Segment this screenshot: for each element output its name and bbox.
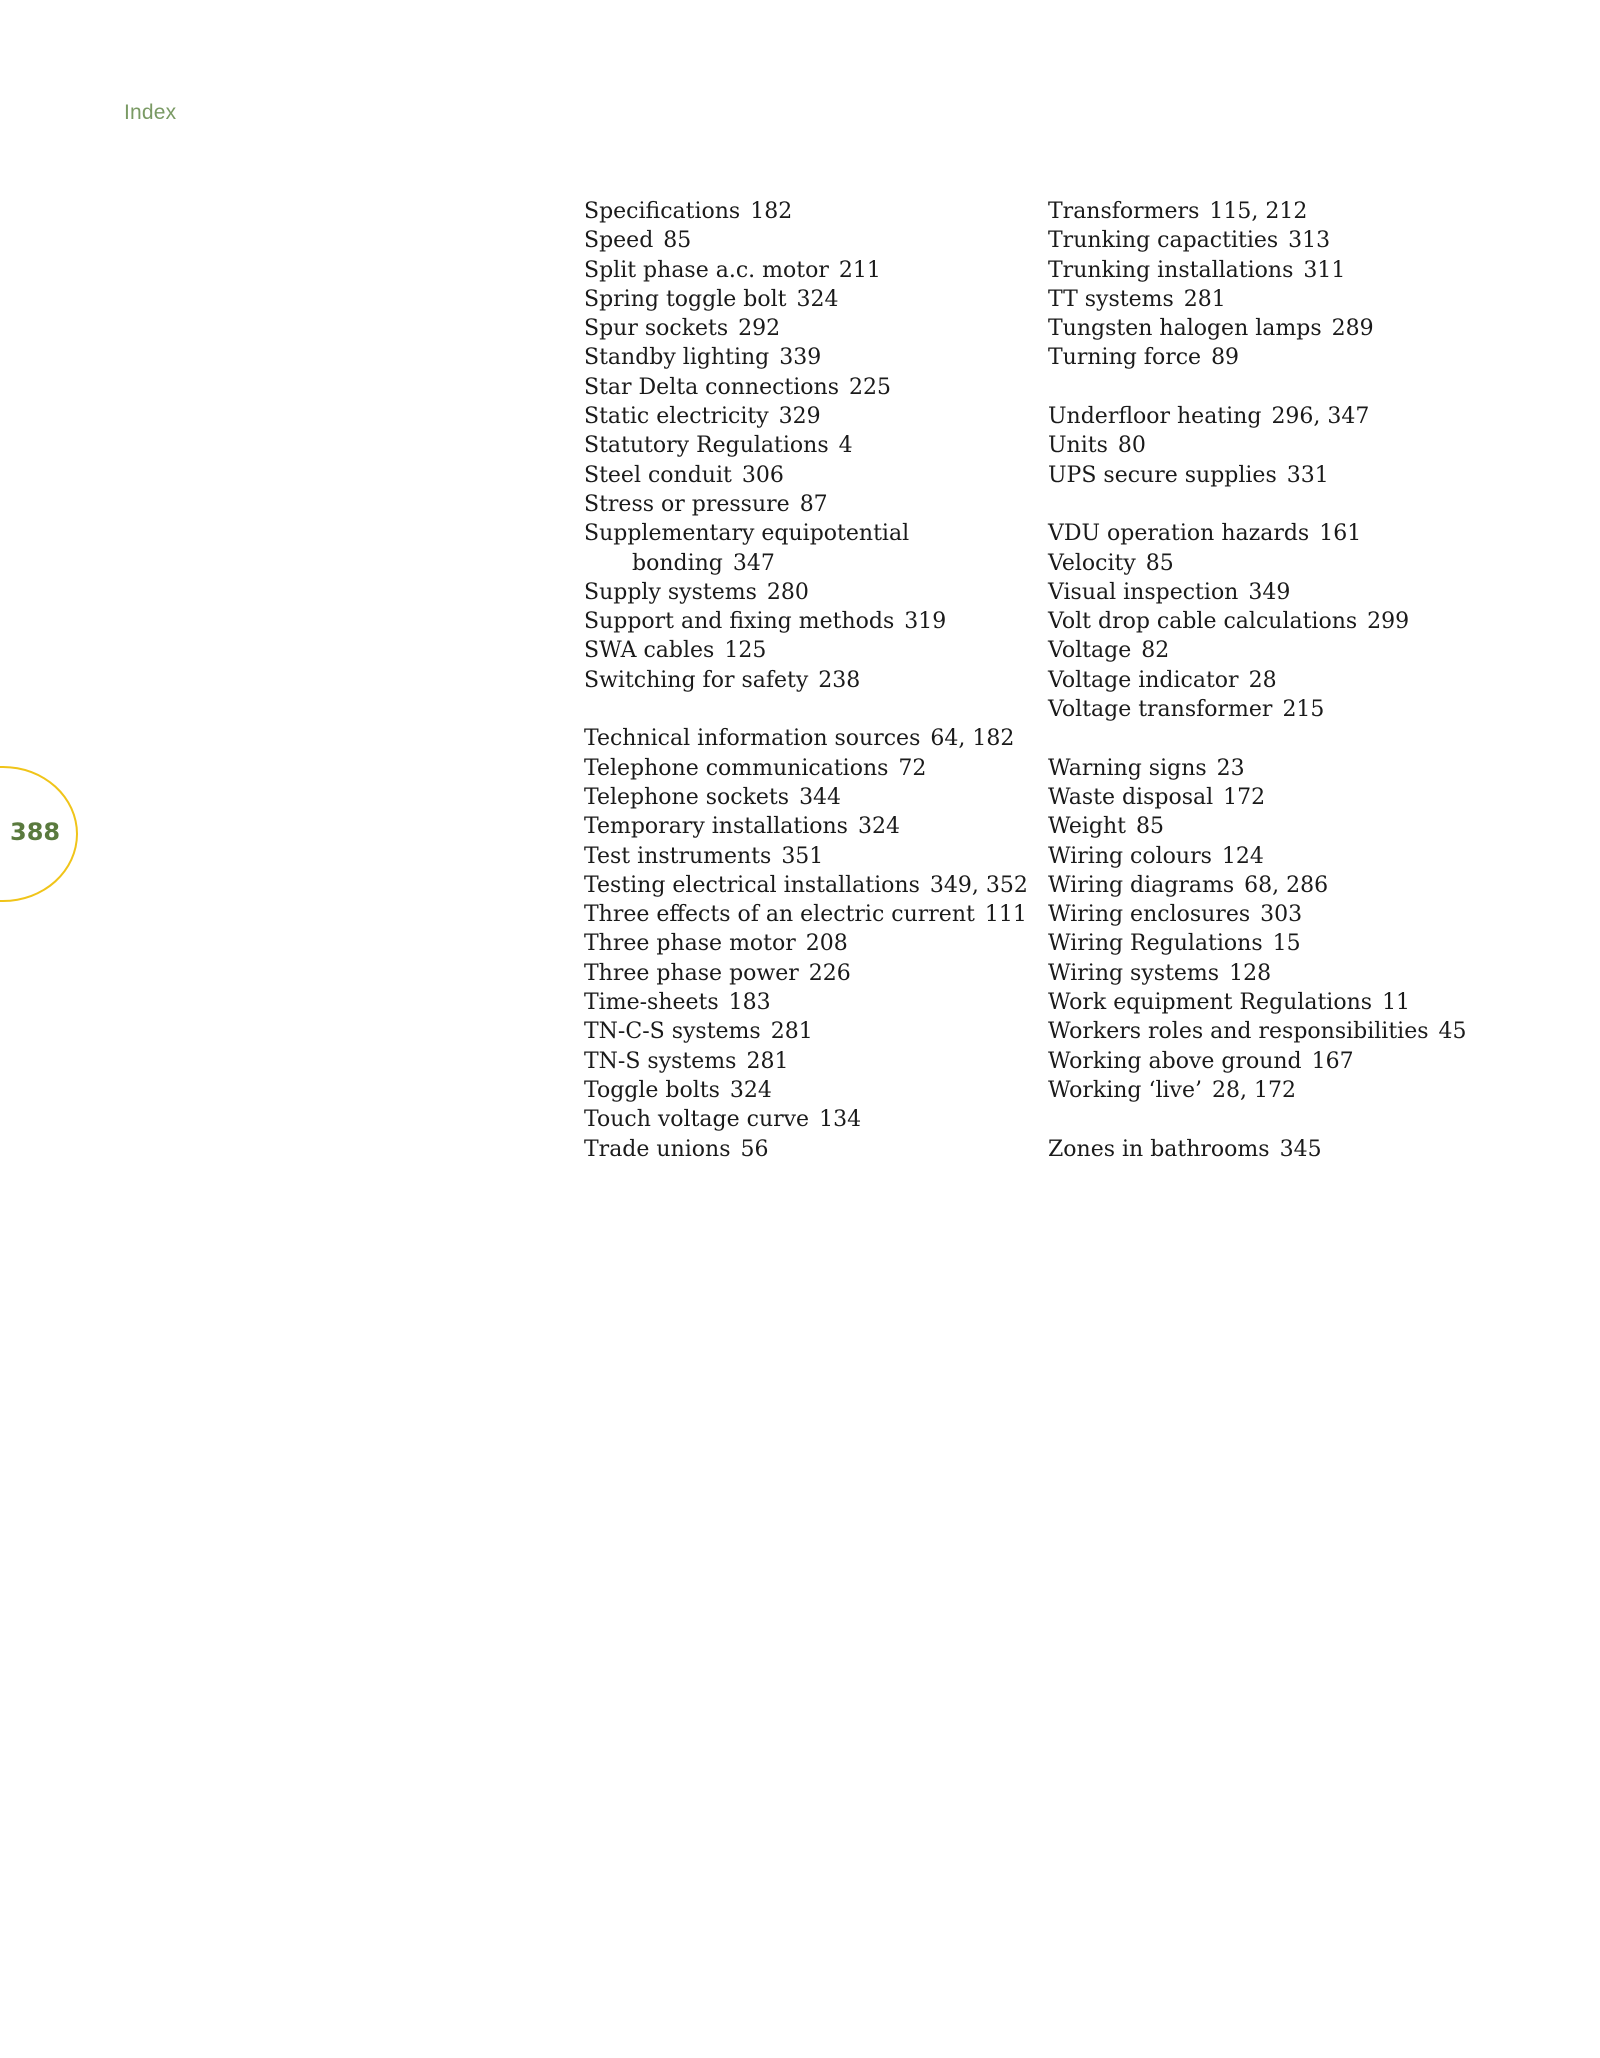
- index-pages: 349: [1248, 579, 1291, 605]
- index-pages: 238: [818, 667, 861, 693]
- index-term: Voltage: [1048, 638, 1132, 664]
- index-pages: 225: [849, 374, 892, 400]
- index-term: Statutory Regulations: [584, 433, 829, 459]
- index-pages: 289: [1331, 316, 1374, 342]
- index-entry: [584, 900, 1027, 929]
- index-term: Support and fixing methods: [584, 609, 895, 635]
- running-head: Index: [124, 101, 177, 124]
- index-term: Steel conduit: [584, 462, 732, 488]
- index-pages: 182: [750, 199, 793, 224]
- index-entry: [584, 1076, 1024, 1105]
- index-entry: [1048, 1135, 1548, 1164]
- index-entry: [584, 519, 1024, 548]
- index-term: Spur sockets: [584, 316, 729, 342]
- index-pages: 56: [740, 1136, 769, 1162]
- index-term: Wiring systems: [1048, 960, 1220, 986]
- index-pages: 85: [1145, 550, 1174, 576]
- index-pages: 85: [1135, 814, 1164, 840]
- index-term: Zones in bathrooms: [1048, 1136, 1270, 1162]
- index-term: Transformers: [1048, 199, 1200, 224]
- index-entry: [1048, 695, 1548, 724]
- index-term: Supply systems: [584, 579, 757, 605]
- index-pages: 215: [1282, 697, 1325, 723]
- index-pages: 82: [1141, 638, 1170, 664]
- index-entry: [584, 431, 1024, 460]
- index-entry: [1048, 636, 1548, 665]
- index-pages: 351: [781, 843, 824, 869]
- index-term: Testing electrical installations: [584, 872, 920, 898]
- index-term: Touch voltage curve: [584, 1107, 810, 1133]
- page-number: 388: [10, 818, 61, 846]
- index-entry: [1048, 988, 1548, 1017]
- index-entry: [1048, 431, 1548, 460]
- index-gap: [1048, 1105, 1548, 1134]
- index-entry: [584, 959, 1024, 988]
- index-term: Wiring Regulations: [1048, 931, 1263, 957]
- index-entry: [1048, 549, 1548, 578]
- index-pages: 280: [766, 579, 809, 605]
- index-term: Star Delta connections: [584, 374, 840, 400]
- index-pages: 80: [1117, 433, 1146, 459]
- index-gap: [584, 695, 1024, 724]
- index-pages: 125: [724, 638, 767, 664]
- index-pages: 167: [1311, 1048, 1354, 1074]
- index-term: Tungsten halogen lamps: [1048, 316, 1322, 342]
- index-term: Trade unions: [584, 1136, 731, 1162]
- index-pages: 324: [729, 1077, 772, 1103]
- index-term: Workers roles and responsibilities: [1048, 1019, 1429, 1045]
- index-term: Volt drop cable calculations: [1048, 609, 1358, 635]
- index-entry: [584, 1105, 1024, 1134]
- index-pages: 68, 286: [1244, 872, 1329, 898]
- index-entry: [1048, 578, 1548, 607]
- index-entry: [1048, 812, 1548, 841]
- index-gap: [1048, 724, 1548, 753]
- index-entry: [1048, 900, 1548, 929]
- index-term: Voltage indicator: [1048, 667, 1239, 693]
- index-term: Wiring colours: [1048, 843, 1212, 869]
- index-entry: [584, 256, 1024, 285]
- index-entry: [1048, 1017, 1548, 1046]
- index-pages: 124: [1221, 843, 1264, 869]
- index-entry: [584, 314, 1024, 343]
- index-term: Switching for safety: [584, 667, 809, 693]
- index-pages: 281: [746, 1048, 789, 1074]
- index-entry: [1048, 226, 1548, 255]
- index-term: Wiring enclosures: [1048, 902, 1251, 928]
- index-entry: [1048, 343, 1548, 372]
- index-pages: 128: [1229, 960, 1272, 986]
- index-entry: [1048, 959, 1548, 988]
- index-entry: [584, 226, 1024, 255]
- index-entry: [584, 988, 1024, 1017]
- index-entry: [584, 461, 1024, 490]
- index-pages: 4: [838, 433, 853, 459]
- index-entry: [584, 636, 1024, 665]
- index-entry: [584, 607, 1024, 636]
- index-term: Units: [1048, 433, 1108, 459]
- index-pages: 226: [808, 960, 851, 986]
- index-pages: 311: [1303, 257, 1346, 283]
- index-pages: 87: [799, 491, 828, 517]
- index-entry: [584, 402, 1024, 431]
- index-entry: [1048, 519, 1548, 548]
- index-pages: 296, 347: [1271, 404, 1370, 430]
- index-gap: [1048, 373, 1548, 402]
- index-term: Weight: [1048, 814, 1126, 840]
- index-pages: 281: [1183, 286, 1226, 312]
- index-pages: 306: [741, 462, 784, 488]
- index-pages: 72: [898, 755, 927, 781]
- index-column-right: [1048, 197, 1548, 1164]
- index-term: Voltage transformer: [1048, 697, 1273, 723]
- index-term: Telephone sockets: [584, 784, 790, 810]
- index-entry: [584, 812, 1024, 841]
- index-term: TN-S systems: [584, 1048, 737, 1074]
- index-pages: 211: [838, 257, 881, 283]
- index-pages: 183: [728, 990, 771, 1016]
- index-gap: [1048, 490, 1548, 519]
- index-term: Waste disposal: [1048, 784, 1214, 810]
- index-pages: 313: [1288, 228, 1331, 254]
- index-term: Spring toggle bolt: [584, 286, 787, 312]
- index-entry: [584, 373, 1024, 402]
- index-entry: [584, 842, 1024, 871]
- index-term: Split phase a.c. motor: [584, 257, 829, 283]
- index-pages: 134: [819, 1107, 862, 1133]
- index-entry: [584, 285, 1024, 314]
- index-entry: [1048, 871, 1548, 900]
- index-term: Stress or pressure: [584, 491, 790, 517]
- index-entry: [1048, 197, 1548, 226]
- index-entry: [1048, 285, 1548, 314]
- index-pages: 349, 352: [929, 872, 1028, 898]
- index-entry: [584, 549, 1024, 578]
- index-pages: 324: [857, 814, 900, 840]
- index-pages: 11: [1382, 990, 1411, 1016]
- index-entry: [584, 783, 1024, 812]
- index-term: TN-C-S systems: [584, 1019, 761, 1045]
- index-pages: 23: [1216, 755, 1245, 781]
- index-term: Toggle bolts: [584, 1077, 720, 1103]
- index-pages: 292: [738, 316, 781, 342]
- index-term: Supplementary equipotential: [584, 521, 910, 547]
- index-pages: 329: [778, 404, 821, 430]
- index-pages: 345: [1279, 1136, 1322, 1162]
- index-pages: 324: [796, 286, 839, 312]
- index-entry: [1048, 314, 1548, 343]
- index-term: Trunking installations: [1048, 257, 1294, 283]
- index-term: Technical information sources: [584, 726, 921, 752]
- index-column-left: [584, 197, 1028, 1164]
- index-entry: [1048, 783, 1548, 812]
- index-entry: [584, 197, 1024, 226]
- index-term: TT systems: [1048, 286, 1174, 312]
- index-term: Velocity: [1048, 550, 1136, 576]
- index-pages: 281: [770, 1019, 813, 1045]
- index-entry: [584, 343, 1024, 372]
- index-entry: [584, 724, 1024, 753]
- index-entry: [1048, 754, 1548, 783]
- index-term: Visual inspection: [1048, 579, 1239, 605]
- index-pages: 161: [1319, 521, 1362, 547]
- index-term: VDU operation hazards: [1048, 521, 1310, 547]
- index-entry: [584, 754, 1024, 783]
- index-entry: [584, 1017, 1024, 1046]
- index-pages: 299: [1367, 609, 1410, 635]
- index-term: Work equipment Regulations: [1048, 990, 1373, 1016]
- index-term: Working ‘live’: [1048, 1077, 1202, 1103]
- index-entry: [1048, 256, 1548, 285]
- index-entry: [1048, 929, 1548, 958]
- index-pages: 347: [732, 550, 775, 576]
- index-pages: 303: [1260, 902, 1303, 928]
- index-entry: [584, 666, 1024, 695]
- index-term: Telephone communications: [584, 755, 889, 781]
- index-term: Specifications: [584, 199, 741, 224]
- index-entry: [1048, 842, 1548, 871]
- index-entry: [1048, 1047, 1548, 1076]
- index-pages: 15: [1272, 931, 1301, 957]
- index-term: Speed: [584, 228, 654, 254]
- index-pages: 64, 182: [930, 726, 1015, 752]
- index-pages: 208: [805, 931, 848, 957]
- index-term: Wiring diagrams: [1048, 872, 1235, 898]
- index-pages: 89: [1211, 345, 1240, 371]
- index-pages: 45: [1438, 1019, 1467, 1045]
- index-entry: [584, 929, 1024, 958]
- index-term: Three phase power: [584, 960, 799, 986]
- index-term: Underfloor heating: [1048, 404, 1262, 430]
- index-term: Time-sheets: [584, 990, 719, 1016]
- index-pages: 85: [663, 228, 692, 254]
- index-pages: 111: [984, 902, 1027, 928]
- index-term: Test instruments: [584, 843, 772, 869]
- index-term: Trunking capactities: [1048, 228, 1279, 254]
- index-term: Static electricity: [584, 404, 769, 430]
- index-term: Three effects of an electric current: [584, 902, 975, 928]
- index-entry: [584, 578, 1024, 607]
- index-pages: 344: [799, 784, 842, 810]
- index-term: UPS secure supplies: [1048, 462, 1277, 488]
- index-entry: [1048, 607, 1548, 636]
- index-pages: 319: [904, 609, 947, 635]
- index-term: Turning force: [1048, 345, 1202, 371]
- index-pages: 339: [779, 345, 822, 371]
- index-entry: [1048, 402, 1548, 431]
- index-entry: [1048, 461, 1548, 490]
- index-entry: [584, 490, 1024, 519]
- index-entry: [584, 1135, 1024, 1164]
- index-term: Three phase motor: [584, 931, 796, 957]
- index-entry: [584, 871, 1028, 900]
- index-entry: [584, 1047, 1024, 1076]
- index-term: SWA cables: [584, 638, 715, 664]
- index-pages: 28: [1248, 667, 1277, 693]
- index-term: Warning signs: [1048, 755, 1207, 781]
- index-pages: 115, 212: [1209, 199, 1308, 224]
- index-term: bonding: [632, 550, 723, 576]
- index-term: Working above ground: [1048, 1048, 1302, 1074]
- index-entry: [1048, 666, 1548, 695]
- index-term: Temporary installations: [584, 814, 848, 840]
- index-pages: 172: [1223, 784, 1266, 810]
- index-pages: 331: [1286, 462, 1329, 488]
- index-pages: 28, 172: [1212, 1077, 1296, 1103]
- index-entry: [1048, 1076, 1548, 1105]
- index-term: Standby lighting: [584, 345, 770, 371]
